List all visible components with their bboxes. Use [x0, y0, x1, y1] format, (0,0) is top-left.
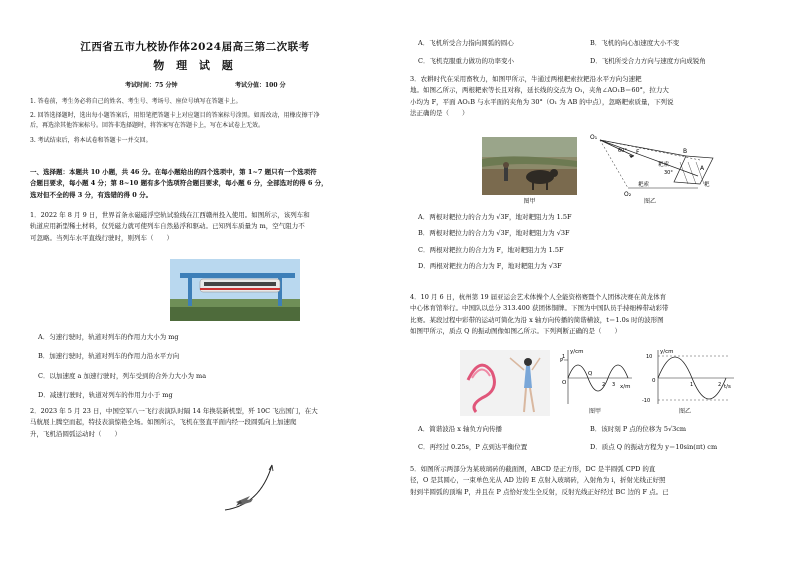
- q4-option-d[interactable]: D．质点 Q 的振动方程为 y＝10sin(πt) cm: [590, 443, 718, 451]
- label-o1: O₁: [590, 134, 598, 141]
- q2-line: 2．2023 年 5 月 23 日，中国空军八一飞行表演队时隔 14 年换装新机型，歼 10C 飞出国门，在大: [30, 407, 318, 415]
- wave-graph-jia: [554, 346, 636, 408]
- label-rope2: 耙索: [638, 182, 650, 188]
- section-line: 选对但不全的得 3 分，有选错的得 0 分。: [30, 190, 153, 199]
- label-rope: 耙索: [658, 162, 670, 168]
- q4-line: 中心体育馆举行。中国队以总分 313.400 获团体铜牌。下图为中国队员手持细棒带动彩带: [410, 304, 669, 313]
- q3-option-b[interactable]: B．两根对耙拉力的合力为 √3F，地对耙阻力为 √3F: [418, 229, 570, 238]
- q2-option-a[interactable]: A．飞机所受合力指向圆弧的圆心: [418, 39, 514, 47]
- q3-line: 3．农耕时代在采用畜牧力，如图甲所示，牛通过两根耙索拉耙沿水平方向匀速耙: [410, 75, 642, 83]
- instructions: [30, 97, 395, 146]
- q1-option-b[interactable]: B．加速行驶时，轨道对列车的作用力沿水平方向: [38, 352, 180, 361]
- right-column: [410, 0, 770, 561]
- q2-options: [410, 38, 770, 74]
- q5-line: 射到半圆弧的顶端 P，并且在 P 点恰好发生全反射，反射光线正好经过 BC 边的 F 点。已: [410, 487, 669, 496]
- q1-option-c[interactable]: C．以加速度 a 加速行驶时，列车受到的合外力大小为 ma: [38, 371, 207, 380]
- q2-line: 马航展上腾空而起，特技表演惊艳全场。如图所示，飞机在竖直平面内经一段圆弧向上加速爬: [30, 418, 297, 427]
- q2-option-c[interactable]: C．飞机克服重力做功的功率变小: [418, 57, 514, 65]
- harrow-diagram: [588, 128, 718, 200]
- graph1-o: O: [562, 380, 567, 386]
- q4-option-b[interactable]: B．该时刻 P 点的位移为 5√3cm: [590, 425, 687, 433]
- label-f: F: [636, 149, 640, 156]
- instruction-3: 3. 考试结束后，将本试卷和答题卡一并交回。: [30, 136, 152, 144]
- graph2-y2: -10: [642, 398, 651, 404]
- label-30: 30°: [664, 170, 673, 176]
- graph2-t1: 1: [690, 382, 694, 388]
- graph1-ylabel: y/cm: [570, 349, 584, 355]
- q3-options: [418, 212, 773, 273]
- question-3: [410, 74, 775, 120]
- section-line: 合题目要求，每小题 4 分；第 8~10 题有多个选项符合题目要求，每小题 6 分，全部选对的得 6 分，: [30, 179, 328, 188]
- gymnast-photo: [460, 350, 550, 416]
- q4-fig-right-caption: 图乙: [678, 408, 691, 415]
- graph2-y1: 10: [646, 354, 653, 360]
- instruction-2: 2. 回答选择题时，选出每小题答案后，用铅笔把答题卡上对应题目的答案标号涂黑。如需改动，用橡皮擦干净: [30, 112, 320, 120]
- question-1: [30, 210, 395, 244]
- section-line: 一、选择题：本题共 10 小题，共 46 分。在每小题给出的四个选项中，第 1~7 题只有一个选项符: [30, 168, 317, 176]
- left-column: [30, 0, 390, 561]
- q2-line: 升，飞机沿圆弧运动时（ ）: [30, 429, 121, 438]
- q1-line: 1．2022 年 8 月 9 日，世界首条永磁磁浮空轨试验线在江西赣州投入使用。如图所示，该列车和: [30, 211, 310, 219]
- q4-line: 4．10 月 6 日，杭州第 19 届亚运会艺术体操个人全能资格赛暨个人团体决赛在黄龙体育: [410, 293, 667, 301]
- label-harrow: 耙: [704, 182, 710, 188]
- q3-fig-left-caption: 图甲: [523, 198, 536, 205]
- exam-time: 考试时间：75 分钟: [125, 82, 178, 89]
- q4-fig-left-caption: 图甲: [588, 408, 601, 415]
- q3-line: 小均为 F，平面 AO₁B 与水平面的夹角为 30°（O₁ 为 AB 的中点），忽略耙索质量，下列说: [410, 97, 674, 106]
- q3-option-d[interactable]: D．两根对耙拉力的合力为 F，地对耙阻力为 √3F: [418, 262, 562, 271]
- graph1-y1: 1: [562, 354, 566, 360]
- instruction-2-cont: 后，再选涂其他答案标号。回答非选择题时，将答案写在答题卡上，写在本试卷上无效。: [30, 122, 265, 130]
- label-b: B: [683, 148, 688, 155]
- maglev-train-image: [170, 259, 300, 321]
- q5-line: 径，O 是其圆心，一束单色光从 AD 边的 E 点射入玻璃砖，入射角为 i，折射光线正好照: [410, 476, 666, 485]
- q4-line: 比赛。某段过程中彩带的运动可简化为沿 x 轴方向传播的简谐横波，t＝1.0s 时的波形图: [410, 315, 664, 324]
- question-5: [410, 464, 775, 498]
- section-heading: [30, 167, 395, 201]
- q4-line: 如图甲所示，质点 Q 的振动图像如图乙所示。下列判断正确的是（ ）: [410, 327, 621, 336]
- q2-option-b[interactable]: B．飞机的向心加速度大小不变: [590, 39, 680, 47]
- label-a: A: [700, 165, 705, 172]
- q4-options: [418, 424, 773, 460]
- exam-subject: 物 理 试 题: [153, 59, 237, 72]
- q1-line: 可忽略。当列车水平直线行驶时，则列车（ ）: [30, 233, 173, 242]
- exam-title: 江西省五市九校协作体2024届高三第二次联考: [80, 41, 310, 53]
- q1-options: [38, 332, 393, 402]
- q4-option-c[interactable]: C．再经过 0.25s，P 点到达平衡位置: [418, 443, 528, 451]
- graph2-o: 0: [652, 378, 656, 384]
- jet-arc-figure: [220, 460, 280, 515]
- q3-line: 地。如图乙所示，两根耙索等长且对称，延长线的交点为 O₁，夹角∠AO₁B＝60°，拉力大: [410, 86, 669, 95]
- q3-line: 法正确的是（ ）: [410, 109, 469, 118]
- q3-option-a[interactable]: A．两根对耙拉力的合力为 √3F，地对耙阻力为 1.5F: [418, 213, 572, 221]
- farming-photo: [482, 137, 577, 195]
- label-o2: O₂: [624, 191, 632, 198]
- q1-option-a[interactable]: A．匀速行驶时，轨道对列车的作用力大小为 mg: [38, 333, 179, 341]
- graph1-p: P: [560, 358, 564, 364]
- q5-line: 5．如图所示两部分为某玻璃砖的截面图，ABCD 是正方形，DC 是半圆弧 CPD 的直: [410, 465, 656, 473]
- q2-option-d[interactable]: D．飞机所受合力方向与速度方向成锐角: [590, 57, 706, 65]
- q3-fig-right-caption: 图乙: [643, 198, 656, 205]
- q4-option-a[interactable]: A．简谐波沿 x 轴负方向传播: [418, 425, 502, 433]
- graph2-t2: 2: [718, 382, 722, 388]
- graph1-t1: 3: [612, 382, 616, 388]
- q1-option-d[interactable]: D．减速行驶时，轨道对列车的作用力小于 mg: [38, 391, 173, 400]
- graph1-t0: 2: [602, 382, 606, 388]
- q1-line: 轨道应用新型稀土材料，仅凭磁力就可使列车自然悬浮和驱动。已知列车质量为 m，空气阻力不: [30, 222, 305, 231]
- wave-graph-yi: [638, 346, 738, 408]
- graph2-xlabel: t/s: [724, 384, 731, 390]
- graph2-ylabel: y/cm: [660, 349, 674, 355]
- graph1-xlabel: x/m: [620, 384, 631, 390]
- q3-option-c[interactable]: C．两根对耙拉力的合力为 F，地对耙阻力为 1.5F: [418, 245, 564, 254]
- instruction-1: 1. 答卷前，考生务必将自己的姓名、考生号、考场号、座位号填写在答题卡上。: [30, 98, 242, 105]
- label-60: 60°: [618, 148, 627, 154]
- exam-score: 考试分值：100 分: [235, 82, 286, 89]
- question-2: [30, 406, 395, 440]
- graph1-q: Q: [588, 371, 593, 377]
- question-4: [410, 292, 775, 338]
